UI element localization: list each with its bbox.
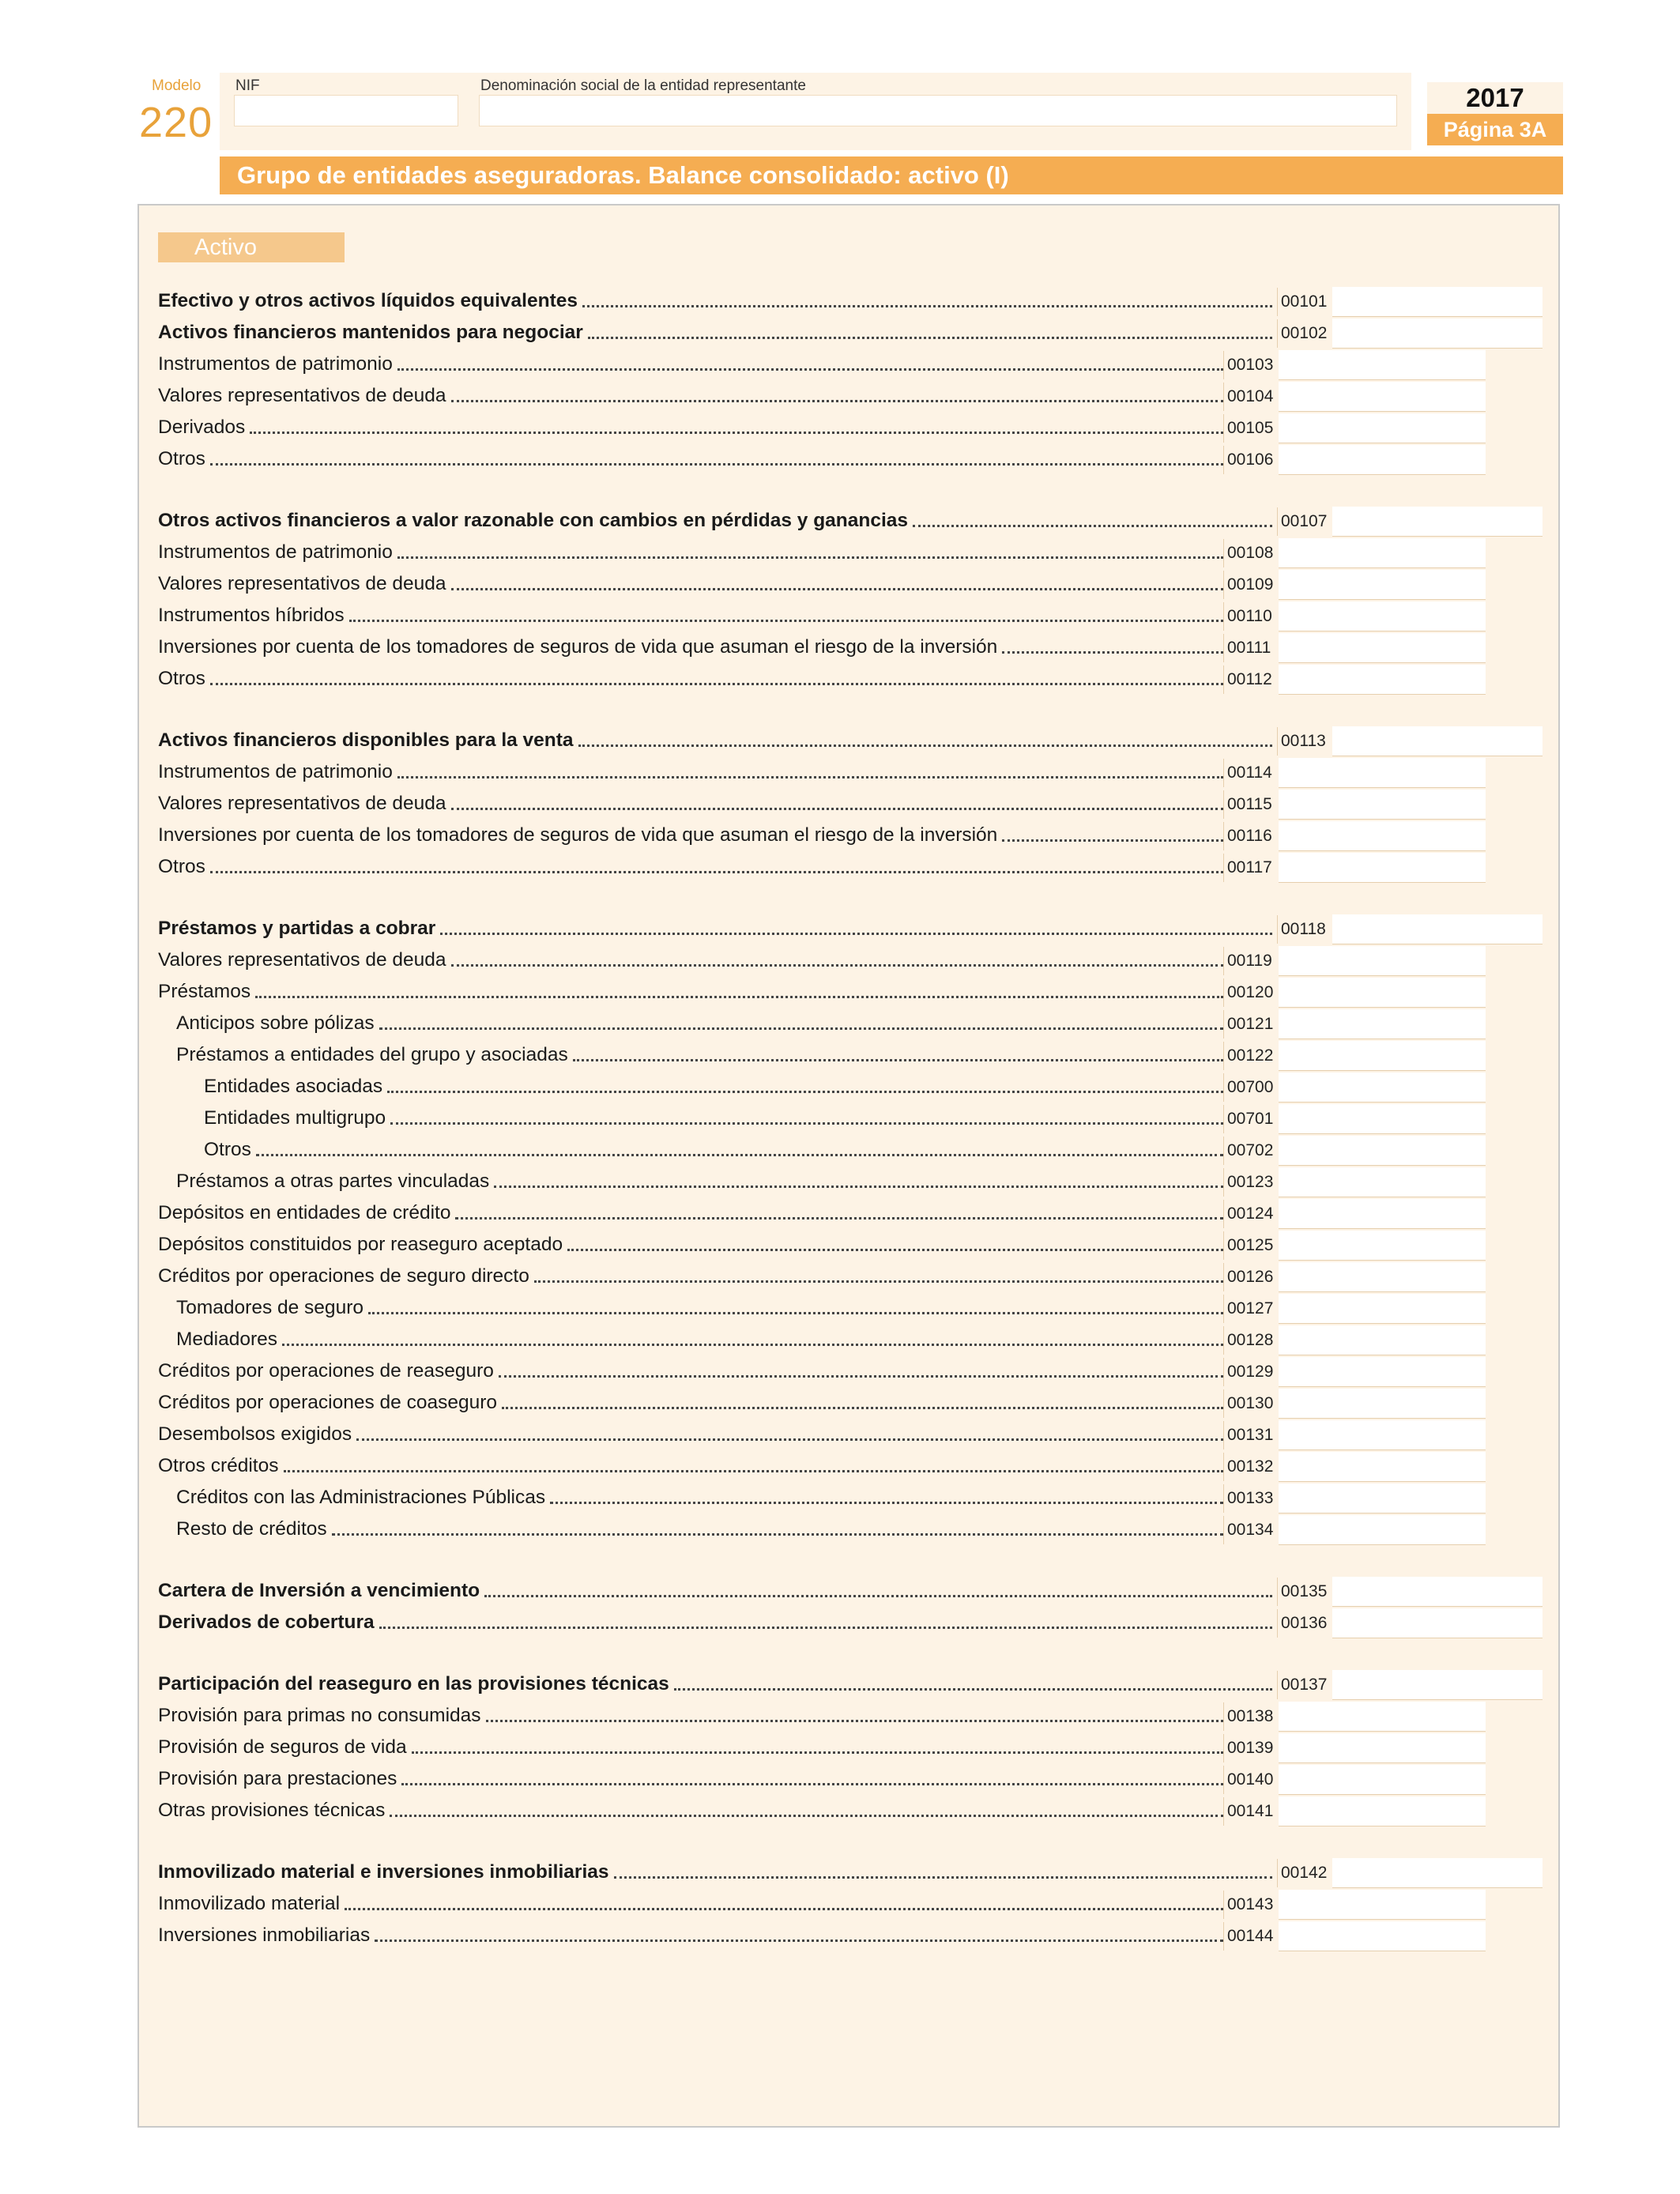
row-code: 00129 xyxy=(1223,1358,1279,1386)
row-label: Valores representativos de deuda xyxy=(158,949,446,971)
balance-row xyxy=(158,977,1226,1005)
section-tag-activo: Activo xyxy=(158,232,345,262)
row-label: Instrumentos de patrimonio xyxy=(158,353,393,375)
amount-input[interactable] xyxy=(1279,853,1486,883)
dot-leader xyxy=(534,1280,1223,1283)
dot-leader xyxy=(582,305,1272,307)
amount-input[interactable] xyxy=(1332,1858,1543,1888)
balance-row xyxy=(158,1857,1275,1886)
balance-row xyxy=(158,286,1275,315)
dot-leader xyxy=(390,1122,1223,1125)
amount-input[interactable] xyxy=(1279,1796,1486,1826)
amount-input[interactable] xyxy=(1279,350,1486,380)
amount-input[interactable] xyxy=(1279,1921,1486,1951)
row-label: Valores representativos de deuda xyxy=(158,385,446,406)
amount-input[interactable] xyxy=(1332,914,1543,944)
row-label: Otros activos financieros a valor razonable con cambios en pérdidas y ganancias xyxy=(158,510,909,531)
dot-leader xyxy=(455,1217,1223,1220)
row-label: Provisión para prestaciones xyxy=(158,1768,397,1789)
row-code: 00121 xyxy=(1223,1010,1279,1039)
amount-input[interactable] xyxy=(1332,1577,1543,1607)
row-code: 00123 xyxy=(1223,1168,1279,1197)
balance-row xyxy=(158,945,1226,974)
balance-row xyxy=(158,632,1226,661)
amount-input[interactable] xyxy=(1279,821,1486,851)
row-code: 00113 xyxy=(1277,727,1332,756)
row-code: 00111 xyxy=(1223,634,1279,662)
balance-row xyxy=(158,757,1226,786)
row-label: Otros xyxy=(158,856,205,877)
row-code: 00130 xyxy=(1223,1389,1279,1418)
dot-leader xyxy=(1002,651,1223,654)
amount-input[interactable] xyxy=(1279,1733,1486,1763)
row-code: 00140 xyxy=(1223,1766,1279,1794)
balance-row xyxy=(158,852,1226,880)
row-label: Instrumentos de patrimonio xyxy=(158,541,393,563)
balance-row xyxy=(158,569,1226,598)
row-label: Otros créditos xyxy=(158,1455,279,1476)
row-label: Activos financieros disponibles para la venta xyxy=(158,729,574,751)
row-code: 00104 xyxy=(1223,383,1279,411)
balance-row xyxy=(176,1325,1226,1353)
row-label: Depósitos en entidades de crédito xyxy=(158,1202,451,1223)
amount-input[interactable] xyxy=(1279,1420,1486,1450)
dot-leader xyxy=(368,1312,1223,1314)
amount-input[interactable] xyxy=(1332,287,1543,317)
balance-row xyxy=(158,664,1226,692)
balance-row xyxy=(158,1388,1226,1416)
balance-row xyxy=(158,1261,1226,1290)
row-label: Préstamos a otras partes vinculadas xyxy=(176,1171,490,1192)
page-tag: Página 3A xyxy=(1427,114,1563,145)
row-label: Anticipos sobre pólizas xyxy=(176,1012,375,1034)
amount-input[interactable] xyxy=(1279,570,1486,600)
row-label: Activos financieros mantenidos para negociar xyxy=(158,322,583,343)
amount-input[interactable] xyxy=(1279,1231,1486,1261)
row-code: 00136 xyxy=(1277,1609,1332,1638)
amount-input[interactable] xyxy=(1279,1702,1486,1732)
dot-leader xyxy=(550,1502,1223,1504)
balance-row xyxy=(176,1167,1226,1195)
amount-input[interactable] xyxy=(1279,978,1486,1008)
amount-input[interactable] xyxy=(1279,1104,1486,1134)
balance-row xyxy=(158,506,1275,534)
dot-leader xyxy=(451,964,1223,967)
row-code: 00109 xyxy=(1223,571,1279,599)
dot-leader xyxy=(282,1344,1223,1346)
row-label: Desembolsos exigidos xyxy=(158,1423,352,1445)
balance-row xyxy=(158,789,1226,817)
row-label: Créditos con las Administraciones Públicas xyxy=(176,1487,546,1508)
balance-row xyxy=(158,1796,1226,1824)
balance-row xyxy=(158,914,1275,942)
row-label: Participación del reaseguro en las provisiones técnicas xyxy=(158,1673,669,1695)
row-label: Instrumentos de patrimonio xyxy=(158,761,393,782)
dot-leader xyxy=(499,1375,1223,1378)
row-label: Inversiones por cuenta de los tomadores de seguros de vida que asuman el riesgo de la inversión xyxy=(158,636,998,658)
dot-leader xyxy=(614,1876,1273,1879)
row-label: Efectivo y otros activos líquidos equivalentes xyxy=(158,290,578,311)
dot-leader xyxy=(345,1908,1223,1910)
row-code: 00124 xyxy=(1223,1200,1279,1228)
amount-input[interactable] xyxy=(1279,1041,1486,1071)
row-code: 00134 xyxy=(1223,1516,1279,1544)
balance-row xyxy=(204,1135,1226,1163)
amount-input[interactable] xyxy=(1279,1515,1486,1545)
dot-leader xyxy=(451,808,1223,810)
row-code: 00702 xyxy=(1223,1137,1279,1165)
dot-leader xyxy=(412,1751,1223,1754)
row-label: Otros xyxy=(204,1139,251,1160)
row-code: 00119 xyxy=(1223,947,1279,975)
amount-input[interactable] xyxy=(1279,1483,1486,1514)
row-code: 00132 xyxy=(1223,1453,1279,1481)
balance-row xyxy=(158,444,1226,473)
row-label: Provisión para primas no consumidas xyxy=(158,1705,481,1726)
row-code: 00137 xyxy=(1277,1671,1332,1699)
row-label: Préstamos a entidades del grupo y asociadas xyxy=(176,1044,568,1065)
amount-input[interactable] xyxy=(1279,1167,1486,1197)
amount-input[interactable] xyxy=(1279,665,1486,695)
balance-row xyxy=(176,1483,1226,1511)
row-label: Inversiones inmobiliarias xyxy=(158,1924,371,1946)
row-label: Otras provisiones técnicas xyxy=(158,1800,386,1821)
row-code: 00101 xyxy=(1277,288,1332,316)
amount-input[interactable] xyxy=(1332,1608,1543,1638)
dot-leader xyxy=(284,1470,1224,1472)
row-code: 00135 xyxy=(1277,1578,1332,1606)
dot-leader xyxy=(210,463,1223,466)
amount-input[interactable] xyxy=(1279,382,1486,412)
balance-row xyxy=(158,1576,1275,1604)
amount-input[interactable] xyxy=(1279,758,1486,788)
amount-input[interactable] xyxy=(1279,1009,1486,1039)
dot-leader xyxy=(349,620,1223,622)
balance-row xyxy=(158,1451,1226,1480)
row-code: 00108 xyxy=(1223,539,1279,567)
row-label: Entidades multigrupo xyxy=(204,1107,386,1129)
dot-leader xyxy=(401,1783,1223,1785)
modelo-number: 220 xyxy=(139,99,213,146)
dot-leader xyxy=(390,1815,1223,1817)
balance-row xyxy=(158,537,1226,566)
denominacion-label: Denominación social de la entidad representante xyxy=(480,77,806,94)
row-label: Tomadores de seguro xyxy=(176,1297,363,1318)
row-label: Derivados xyxy=(158,417,246,438)
dot-leader xyxy=(588,337,1272,339)
balance-row xyxy=(158,601,1226,629)
row-code: 00125 xyxy=(1223,1231,1279,1260)
row-label: Préstamos y partidas a cobrar xyxy=(158,918,436,939)
row-code: 00120 xyxy=(1223,978,1279,1007)
amount-input[interactable] xyxy=(1279,1262,1486,1292)
amount-input[interactable] xyxy=(1279,633,1486,663)
dot-leader xyxy=(210,871,1223,873)
dot-leader xyxy=(397,556,1223,559)
balance-row xyxy=(158,1608,1275,1636)
amount-input[interactable] xyxy=(1279,1357,1486,1387)
row-code: 00144 xyxy=(1223,1922,1279,1951)
dot-leader xyxy=(379,1027,1223,1030)
balance-row xyxy=(158,1419,1226,1448)
row-code: 00114 xyxy=(1223,759,1279,787)
row-label: Instrumentos híbridos xyxy=(158,605,345,626)
row-code: 00116 xyxy=(1223,822,1279,850)
row-code: 00107 xyxy=(1277,507,1332,536)
row-code: 00141 xyxy=(1223,1797,1279,1826)
dot-leader xyxy=(451,400,1223,402)
balance-row xyxy=(158,820,1226,849)
balance-row xyxy=(158,1669,1275,1698)
dot-leader xyxy=(674,1688,1272,1691)
dot-leader xyxy=(356,1438,1223,1441)
modelo-label: Modelo xyxy=(152,77,202,94)
row-code: 00126 xyxy=(1223,1263,1279,1291)
dot-leader xyxy=(379,1627,1272,1629)
row-label: Valores representativos de deuda xyxy=(158,573,446,594)
row-code: 00102 xyxy=(1277,319,1332,348)
nif-input[interactable] xyxy=(234,95,458,126)
row-code: 00701 xyxy=(1223,1105,1279,1133)
row-code: 00117 xyxy=(1223,854,1279,882)
balance-row xyxy=(158,381,1226,409)
amount-input[interactable] xyxy=(1279,1136,1486,1166)
row-code: 00118 xyxy=(1277,915,1332,944)
year-label: 2017 xyxy=(1466,83,1524,112)
dot-leader xyxy=(375,1940,1223,1942)
row-code: 00115 xyxy=(1223,790,1279,819)
row-label: Resto de créditos xyxy=(176,1518,327,1540)
amount-input[interactable] xyxy=(1279,946,1486,976)
dot-leader xyxy=(451,588,1223,590)
row-code: 00143 xyxy=(1223,1891,1279,1919)
row-label: Inversiones por cuenta de los tomadores de seguros de vida que asuman el riesgo de la inversión xyxy=(158,824,998,846)
dot-leader xyxy=(397,368,1223,371)
row-label: Otros xyxy=(158,668,205,689)
row-code: 00105 xyxy=(1223,414,1279,443)
dot-leader xyxy=(1002,839,1223,842)
dot-leader xyxy=(210,683,1223,685)
balance-row xyxy=(176,1008,1226,1037)
balance-row xyxy=(158,1921,1226,1949)
balance-row xyxy=(158,413,1226,441)
dot-leader xyxy=(502,1407,1223,1409)
balance-row xyxy=(158,726,1275,754)
amount-input[interactable] xyxy=(1332,319,1543,349)
amount-input[interactable] xyxy=(1279,1890,1486,1920)
balance-row xyxy=(204,1072,1226,1100)
row-code: 00142 xyxy=(1277,1859,1332,1887)
amount-input[interactable] xyxy=(1279,1452,1486,1482)
balance-row xyxy=(158,349,1226,378)
row-code: 00110 xyxy=(1223,602,1279,631)
amount-input[interactable] xyxy=(1332,507,1543,537)
row-code: 00700 xyxy=(1223,1073,1279,1102)
dot-leader xyxy=(578,745,1272,747)
balance-row xyxy=(158,1889,1226,1917)
row-label: Depósitos constituidos por reaseguro aceptado xyxy=(158,1234,563,1255)
balance-row xyxy=(204,1103,1226,1132)
amount-input[interactable] xyxy=(1332,1670,1543,1700)
row-label: Inmovilizado material e inversiones inmobiliarias xyxy=(158,1861,609,1883)
dot-leader xyxy=(256,1154,1223,1156)
amount-input[interactable] xyxy=(1279,1072,1486,1103)
row-label: Provisión de seguros de vida xyxy=(158,1736,407,1758)
row-code: 00103 xyxy=(1223,351,1279,379)
dot-leader xyxy=(440,933,1272,935)
dot-leader xyxy=(486,1720,1223,1722)
dot-leader xyxy=(332,1533,1223,1536)
balance-row xyxy=(158,1356,1226,1385)
amount-input[interactable] xyxy=(1279,1199,1486,1229)
row-label: Créditos por operaciones de seguro directo xyxy=(158,1265,529,1287)
dot-leader xyxy=(250,432,1223,434)
row-code: 00128 xyxy=(1223,1326,1279,1355)
row-label: Inmovilizado material xyxy=(158,1893,341,1914)
amount-input[interactable] xyxy=(1279,1389,1486,1419)
amount-input[interactable] xyxy=(1332,726,1543,756)
row-label: Créditos por operaciones de reaseguro xyxy=(158,1360,494,1382)
dot-leader xyxy=(573,1059,1223,1061)
amount-input[interactable] xyxy=(1279,1294,1486,1324)
balance-row xyxy=(176,1293,1226,1321)
balance-row xyxy=(158,1732,1226,1761)
row-label: Créditos por operaciones de coaseguro xyxy=(158,1392,498,1413)
amount-input[interactable] xyxy=(1279,538,1486,568)
balance-row xyxy=(176,1040,1226,1069)
row-code: 00139 xyxy=(1223,1734,1279,1762)
row-label: Entidades asociadas xyxy=(204,1076,383,1097)
amount-input[interactable] xyxy=(1279,1765,1486,1795)
dot-leader xyxy=(387,1091,1223,1093)
dot-leader xyxy=(397,776,1223,778)
amount-input[interactable] xyxy=(1279,1325,1486,1355)
row-label: Mediadores xyxy=(176,1329,278,1350)
page-title: Grupo de entidades aseguradoras. Balance consolidado: activo (I) xyxy=(220,156,1563,194)
amount-input[interactable] xyxy=(1279,445,1486,475)
row-label: Derivados de cobertura xyxy=(158,1612,375,1633)
row-code: 00138 xyxy=(1223,1702,1279,1731)
row-code: 00131 xyxy=(1223,1421,1279,1449)
dot-leader xyxy=(484,1595,1272,1597)
balance-row xyxy=(158,1230,1226,1258)
form-panel xyxy=(137,204,1560,2128)
row-label: Cartera de Inversión a vencimiento xyxy=(158,1580,480,1601)
nif-label: NIF xyxy=(235,77,260,94)
amount-input[interactable] xyxy=(1279,601,1486,631)
amount-input[interactable] xyxy=(1279,413,1486,443)
row-code: 00122 xyxy=(1223,1042,1279,1070)
dot-leader xyxy=(494,1186,1223,1188)
balance-row xyxy=(158,1701,1226,1729)
balance-row xyxy=(176,1514,1226,1543)
balance-row xyxy=(158,318,1275,346)
dot-leader xyxy=(567,1249,1223,1251)
row-label: Otros xyxy=(158,448,205,469)
row-code: 00133 xyxy=(1223,1484,1279,1513)
balance-row xyxy=(158,1198,1226,1227)
row-code: 00106 xyxy=(1223,446,1279,474)
row-label: Valores representativos de deuda xyxy=(158,793,446,814)
dot-leader xyxy=(255,996,1223,998)
dot-leader xyxy=(913,525,1272,527)
balance-row xyxy=(158,1764,1226,1793)
row-code: 00127 xyxy=(1223,1295,1279,1323)
row-label: Préstamos xyxy=(158,981,251,1002)
amount-input[interactable] xyxy=(1279,790,1486,820)
row-code: 00112 xyxy=(1223,665,1279,694)
denominacion-input[interactable] xyxy=(479,95,1397,126)
